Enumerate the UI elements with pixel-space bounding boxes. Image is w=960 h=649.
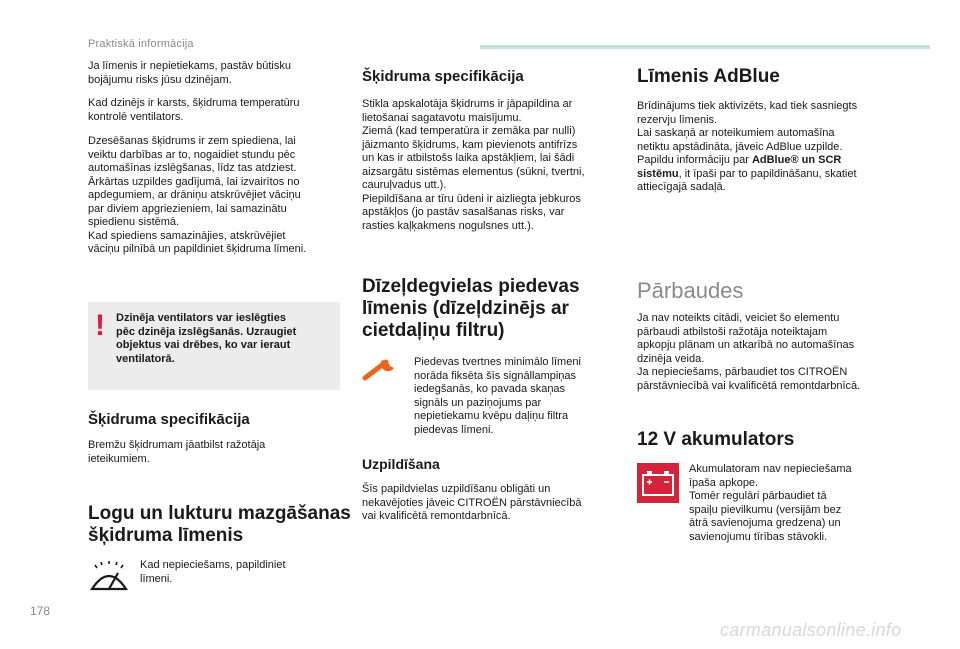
checks-text: Ja nav noteikts citādi, veiciet šo elementu pārbaudi atbilstoši ražotāja noteiktajam apkopju plānam un atkarībā no automašīnas dzinēja veida. Ja nepieciešams, pārbaudiet tos CITROËN pārstāvniecībā vai kvalificētā remontdarbnīcā. [637, 312, 861, 392]
washer-section [88, 503, 358, 600]
adblue-text-part1: Brīdinājums tiek aktivizēts, kad tiek sasniegts rezervju līmenis. Lai saskaņā ar noteikumiem automašīna netiktu apstādināta, jāveic AdBlue uzpilde. Papildu informāciju par [637, 100, 858, 166]
column-middle [362, 68, 612, 244]
checks-section [637, 278, 897, 404]
windscreen-washer-icon [88, 559, 130, 595]
washer-heading: Logu un lukturu mazgāšanas šķidruma līmenis [88, 503, 351, 546]
battery-text: Akumulatoram nav nepieciešama īpaša apkope. Tomēr regulāri pārbaudiet tā spaiļu pievilkumu (versijām bez ātrā savienojuma gredzena) un savienojumu tīrības stāvokli. [689, 463, 852, 543]
column-right [637, 66, 897, 206]
refill-heading: Uzpildīšana [362, 456, 440, 472]
brake-fluid-heading: Šķidruma specifikācija [88, 411, 250, 428]
diesel-additive-section [362, 276, 612, 448]
page-number: 178 [30, 604, 51, 618]
washer-spec-heading: Šķidruma specifikācija [362, 68, 524, 85]
adblue-text [637, 100, 897, 195]
adblue-text-part2: , it īpaši par to papildināšanu, skatiet attiecīgajā sadaļā. [637, 167, 857, 193]
warning-exclamation-icon: ! [95, 309, 105, 342]
diesel-additive-text: Piedevas tvertnes minimālo līmeni norāda fiksēta šīs signāllampiņas iedegšanās, ko pavada skaņas signāls un paziņojums par nepietiekamu kvēpu daļiņu filtra piedevas līmeni. [414, 356, 581, 436]
brake-fluid-section [88, 411, 343, 477]
adblue-heading: Līmenis AdBlue [637, 66, 780, 87]
checks-heading: Pārbaudes [637, 278, 744, 303]
washer-spec-text: Stikla apskalotāja šķidrums ir jāpapildina ar lietošanai sagatavotu maisījumu. Ziemā (kad temperatūra ir zemāka par nulli) jāizmanto šķidrums, kam pievienots antifrīzs un kas ir atbilstošs laika apstākļiem, lai šādi aizsargātu sistēmas elementus (sūkni, tvertni, cauruļvadus utt.). Piepildīšana ar tīru ūdeni ir aizliegta jebkuros apstākļos (jo pastāv sasalšanas risks, var rasties kaļķakmens nogulsnes utt.). [362, 98, 585, 232]
washer-text: Kad nepieciešams, papildiniet līmeni. [140, 559, 286, 585]
warning-box [88, 302, 340, 390]
refill-text: Šīs papildvielas uzpildīšanu obligāti un nekavējoties jāveic CITROËN pārstāvniecībā vai kvalificētā remontdarbnīcā. [362, 483, 582, 522]
coolant-pressure-text: Dzesēšanas šķidrums ir zem spiediena, lai veiktu darbības ar to, nogaidiet stundu pēc automašīnas izslēgšanas, līdz tas atdziest. Ārkārtas uzpildes gadījumā, lai izvairītos no apdegumiem, ar drāniņu atskrūvējiet vāciņu par diviem apgriezieniem, lai samazinātu spiedienu sistēmā. Kad spiediens samazinājies, atskrūvējiet vāciņu pilnībā un papildiniet šķidruma līmeni. [88, 135, 307, 255]
adblue-text-bold: AdBlue® un SCR sistēmu [637, 154, 842, 180]
battery-heading: 12 V akumulators [637, 429, 795, 450]
refill-section [362, 456, 612, 535]
battery-section [637, 429, 897, 555]
watermark: carmanualsonline.info [720, 620, 902, 640]
fan-control-text: Kad dzinējs ir karsts, šķidruma temperatūru kontrolē ventilators. [88, 97, 300, 123]
diesel-additive-warning-icon [362, 356, 400, 382]
engine-risk-text: Ja līmenis ir nepietiekams, pastāv būtisku bojājumu risks jūsu dzinējam. [88, 60, 291, 86]
brake-fluid-text: Bremžu šķidrumam jāatbilst ražotāja ieteikumiem. [88, 439, 266, 465]
battery-icon [637, 463, 679, 503]
section-title: Praktiskā informācija [88, 38, 194, 50]
column-left [88, 60, 343, 268]
diesel-additive-heading: Dīzeļdegvielas piedevas līmenis (dīzeļdzinējs ar cietdaļiņu filtru) [362, 276, 580, 341]
warning-text: Dzinēja ventilators var ieslēgties pēc dzinēja izslēgšanās. Uzraugiet objektus vai drēbes, ko var ieraut ventilatorā. [116, 312, 297, 365]
header-accent-bar [480, 45, 930, 49]
